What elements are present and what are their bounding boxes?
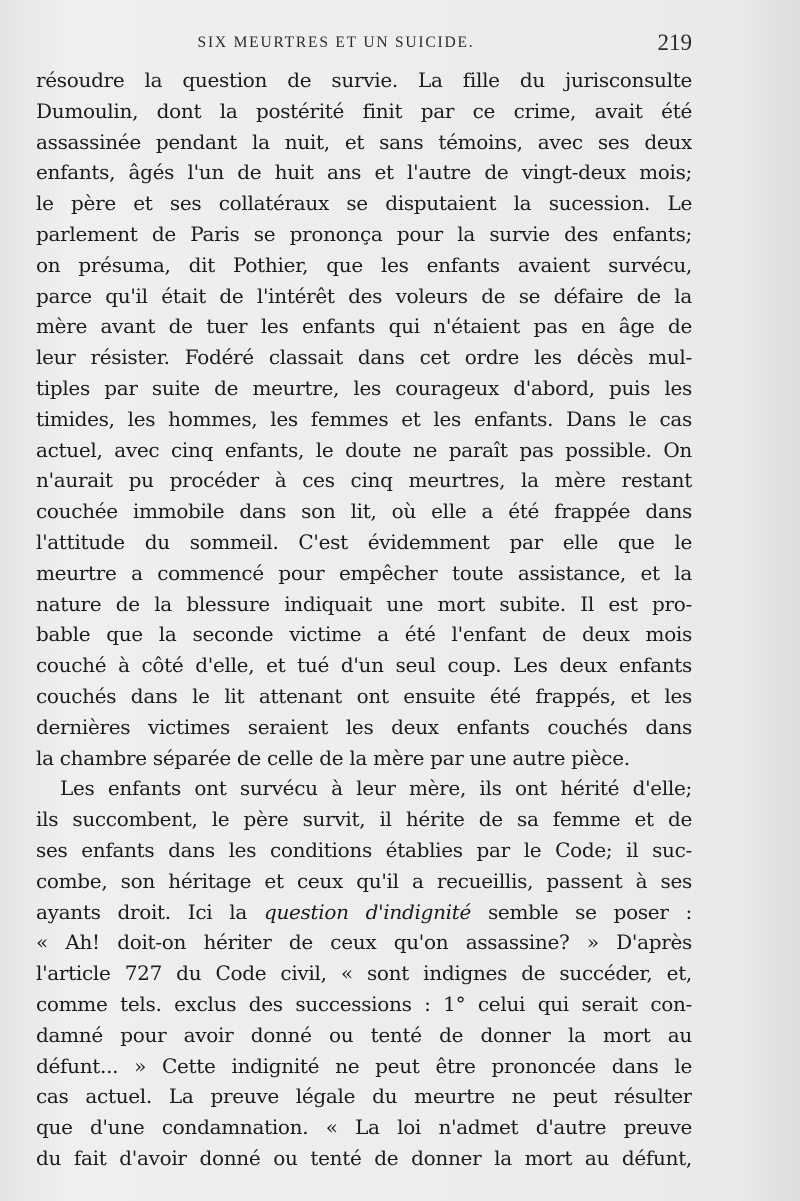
text-line: le père et ses collatéraux se disputaient la sucession. Le (36, 191, 692, 216)
text-line: couchée immobile dans son lit, où elle a été frappée dans (36, 499, 692, 524)
text-line: actuel, avec cinq enfants, le doute ne paraît pas possible. On (36, 437, 692, 462)
text-line: ses enfants dans les conditions établies par le Code; il suc- (36, 837, 692, 862)
text-line: couchés dans le lit attenant ont ensuite été frappés, et les (36, 683, 692, 708)
text-line: enfants, âgés l'un de huit ans et l'autre de vingt-deux mois; (36, 160, 692, 185)
text-line: défunt... » Cette indignité ne peut être prononcée dans le (36, 1053, 692, 1078)
text-line: parce qu'il était de l'intérêt des voleurs de se défaire de la (36, 283, 692, 308)
text-line: on présuma, dit Pothier, que les enfants avaient survécu, (36, 252, 692, 277)
text-line: leur résister. Fodéré classait dans cet ordre les décès mul- (36, 345, 692, 370)
text-line: damné pour avoir donné ou tenté de donner la mort au (36, 1022, 692, 1047)
text-line: mère avant de tuer les enfants qui n'étaient pas en âge de (36, 314, 692, 339)
body-text (36, 65, 692, 1174)
text-line: assassinée pendant la nuit, et sans témoins, avec ses deux (36, 129, 692, 154)
running-head-title: SIX MEURTRES ET UN SUICIDE. (197, 34, 475, 51)
text-line: nature de la blessure indiquait une mort subite. Il est pro- (36, 591, 692, 616)
text-line: ils succombent, le père survit, il hérite de sa femme et de (36, 807, 692, 832)
page-number: 219 (657, 30, 692, 55)
text-line: l'article 727 du Code civil, « sont indignes de succéder, et, (36, 961, 692, 986)
text-line: que d'une condamnation. « La loi n'admet d'autre preuve (36, 1115, 692, 1140)
text-line: timides, les hommes, les femmes et les enfants. Dans le cas (36, 406, 692, 431)
text-line: l'attitude du sommeil. C'est évidemment par elle que le (36, 529, 692, 554)
text-line: bable que la seconde victime a été l'enfant de deux mois (36, 622, 692, 647)
text-line: parlement de Paris se prononça pour la survie des enfants; (36, 221, 692, 246)
text-line: résoudre la question de survie. La fille du jurisconsulte (36, 68, 692, 92)
text-line: comme tels. exclus des successions : 1° celui qui serait con- (36, 991, 692, 1016)
text-line: du fait d'avoir donné ou tenté de donner la mort au défunt, (36, 1145, 692, 1170)
text-line: la chambre séparée de celle de la mère par une autre pièce. (36, 745, 630, 770)
paragraph-start-line: Les enfants ont survécu à leur mère, ils ont hérité d'elle; (60, 776, 692, 801)
text-line: cas actuel. La preuve légale du meurtre ne peut résulter (36, 1084, 692, 1109)
text-line-with-italic (36, 897, 692, 928)
text-line: combe, son héritage et ceux qu'il a recueillis, passent à ses (36, 868, 692, 893)
text-line: meurtre a commencé pour empêcher toute assistance, et la (36, 560, 692, 585)
text-line: « Ah! doit-on hériter de ceux qu'on assassine? » D'après (36, 930, 692, 955)
text-line: tiples par suite de meurtre, les courageux d'abord, puis les (36, 375, 692, 400)
text-fragment: ayants droit. Ici la (36, 899, 264, 924)
italic-phrase: question d'indignité (263, 899, 472, 924)
running-head (36, 30, 692, 58)
text-line: n'aurait pu procéder à ces cinq meurtres, la mère restant (36, 468, 692, 493)
text-line: couché à côté d'elle, et tué d'un seul coup. Les deux enfants (36, 653, 692, 678)
text-fragment: semble se poser : (471, 899, 692, 924)
text-line: dernières victimes seraient les deux enfants couchés dans (36, 714, 692, 739)
text-line: Dumoulin, dont la postérité finit par ce crime, avait été (36, 98, 692, 123)
